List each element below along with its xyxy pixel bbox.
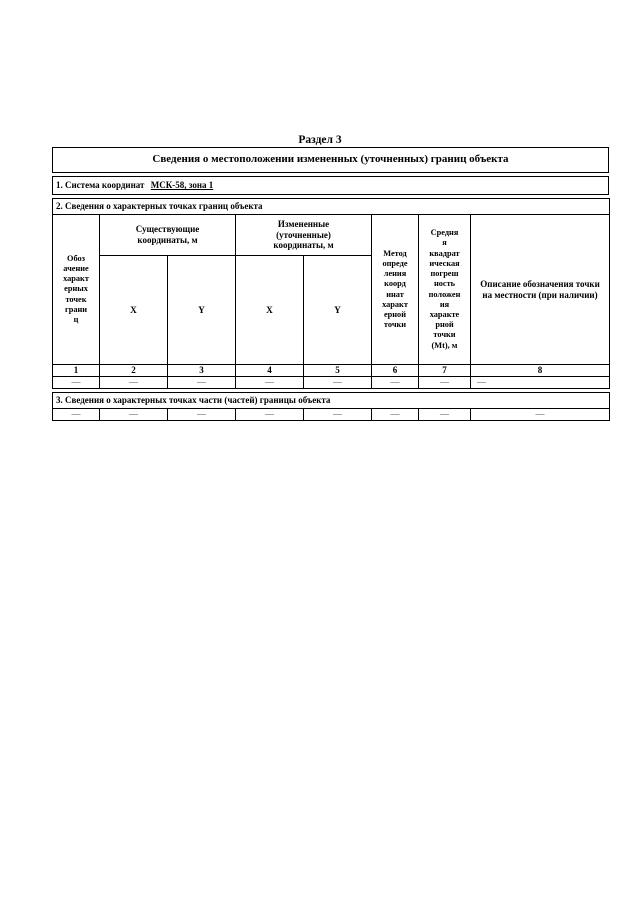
coord-system-label: 1. Система координат <box>56 180 145 191</box>
parts-table <box>52 392 610 421</box>
table-cell: — <box>168 408 236 420</box>
table-cell: — <box>419 376 471 388</box>
table-cell: — <box>236 408 304 420</box>
column-number: 2 <box>100 365 168 377</box>
column-number: 4 <box>236 365 304 377</box>
section-title: Раздел 3 <box>298 134 342 146</box>
table-cell: — <box>304 376 372 388</box>
main-title: Сведения о местоположении измененных (уточненных) границ объекта <box>53 148 609 173</box>
table-cell: — <box>53 376 100 388</box>
column-number-row <box>53 365 610 377</box>
coord-system-value: МСК-58, зона 1 <box>150 180 214 191</box>
coord-system-table <box>52 176 609 195</box>
points-section-label: 2. Сведения о характерных точках границ объекта <box>53 199 610 215</box>
column-number: 7 <box>419 365 471 377</box>
header-mean-square-error: Средня я квадрат ическая погреш ность положен ия характе рной точки (Mt), м <box>419 215 471 365</box>
column-number: 6 <box>372 365 419 377</box>
header-description: Описание обозначения точки на местности (при наличии) <box>471 215 610 365</box>
table-cell: — <box>304 408 372 420</box>
header-existing-coords: Существующие координаты, м <box>100 215 236 256</box>
table-cell: — <box>53 408 100 420</box>
table-cell: — <box>236 376 304 388</box>
table-row <box>53 408 610 420</box>
table-cell: — <box>471 408 610 420</box>
table-cell: — <box>100 376 168 388</box>
header-existing-y: Y <box>168 256 236 365</box>
column-number: 1 <box>53 365 100 377</box>
header-point-designation: Обоз ачение характ ерных точек грани ц <box>53 215 100 365</box>
coord-system-row <box>53 177 609 195</box>
parts-section-label: 3. Сведения о характерных точках части (частей) границы объекта <box>53 392 610 408</box>
table-cell: — <box>419 408 471 420</box>
column-number: 8 <box>471 365 610 377</box>
table-cell: — <box>168 376 236 388</box>
header-changed-coords: Измененные (уточненные) координаты, м <box>236 215 372 256</box>
header-changed-y: Y <box>304 256 372 365</box>
header-existing-x: X <box>100 256 168 365</box>
table-cell: — <box>471 376 610 388</box>
points-table <box>52 198 610 389</box>
table-row <box>53 376 610 388</box>
header-method: Метод опреде ления коорд инат характ ерной точки <box>372 215 419 365</box>
boundary-document <box>52 147 609 421</box>
header-changed-x: X <box>236 256 304 365</box>
column-number: 3 <box>168 365 236 377</box>
table-cell: — <box>372 408 419 420</box>
main-title-table <box>52 147 609 173</box>
table-cell: — <box>372 376 419 388</box>
table-cell: — <box>100 408 168 420</box>
column-number: 5 <box>304 365 372 377</box>
